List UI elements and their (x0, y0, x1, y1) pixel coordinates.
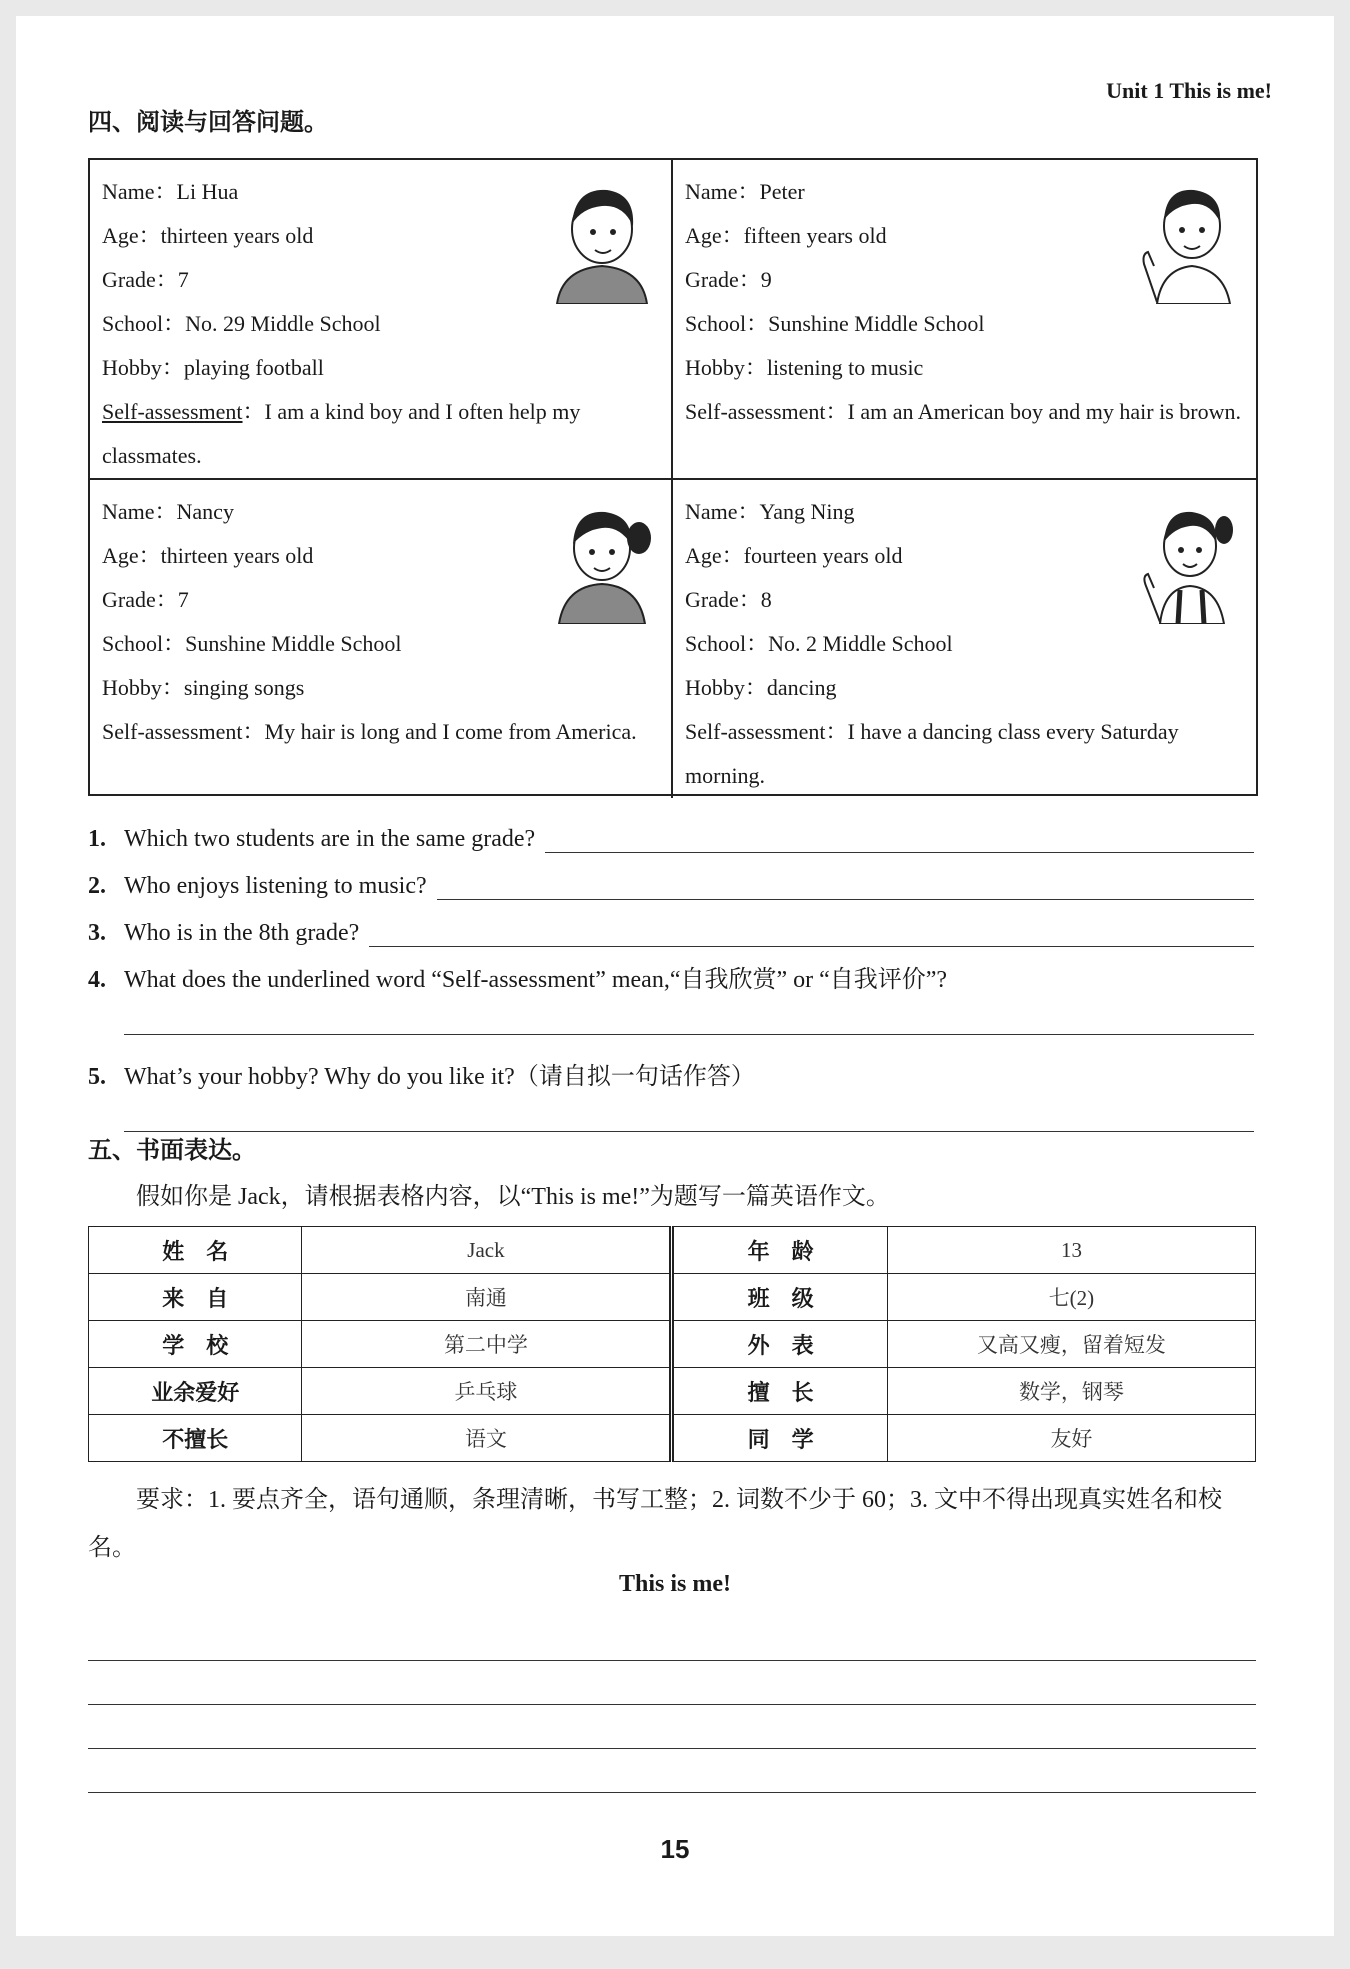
question-1: 1. Which two students are in the same grade? (88, 806, 1254, 853)
table-row: 学 校 第二中学 外 表 又高又瘦，留着短发 (89, 1321, 1256, 1368)
profile-age: Age：thirteen years old (102, 543, 314, 568)
writing-prompt: 假如你是 Jack，请根据表格内容，以“This is me!”为题写一篇英语作文。 (136, 1184, 890, 1210)
profile-hobby: Hobby：listening to music (685, 355, 924, 380)
question-text: Who is in the 8th grade? (124, 920, 360, 946)
page-number: 15 (660, 1834, 690, 1864)
profile-self-assessment: Self-assessment：I am an American boy and my hair is brown. (685, 399, 1241, 424)
workbook-page (16, 16, 1334, 1936)
unit-header: Unit 1 This is me! (1106, 78, 1272, 103)
profile-school: School：No. 2 Middle School (685, 631, 953, 656)
writing-line[interactable] (88, 1748, 1256, 1749)
profile-card (673, 480, 1256, 798)
table-row: 不擅长 语文 同 学 友好 (89, 1415, 1256, 1462)
table-row: 姓 名 Jack 年 龄 13 (89, 1227, 1256, 1274)
question-text: Which two students are in the same grade? (124, 826, 536, 852)
profile-grade: Grade：7 (102, 267, 189, 292)
question-text: What does the underlined word “Self-assessment” mean,“自我欣赏” or “自我评价”? (124, 967, 948, 993)
writing-line[interactable] (88, 1792, 1256, 1793)
profile-age: Age：fourteen years old (685, 543, 903, 568)
profile-hobby: Hobby：singing songs (102, 675, 305, 700)
profile-name: Name：Yang Ning (685, 499, 855, 524)
question-4: 4. What does the underlined word “Self-assessment” mean,“自我欣赏” or “自我评价”? (88, 947, 1254, 994)
answer-line[interactable] (124, 994, 1254, 1035)
writing-line[interactable] (88, 1660, 1256, 1661)
profile-card (90, 160, 673, 480)
requirements-text: 要求：1. 要点齐全，语句通顺，条理清晰，书写工整；2. 词数不少于 60；3. 文中不得出现真实姓名和校名。 (88, 1487, 1222, 1561)
profile-name: Name：Peter (685, 179, 805, 204)
boy-avatar-icon (547, 174, 657, 304)
question-5: 5. What’s your hobby? Why do you like it?（请自拟一句话作答） (88, 1035, 1254, 1091)
profile-card (673, 160, 1256, 480)
girl-avatar-icon (547, 494, 657, 624)
profile-school: School：No. 29 Middle School (102, 311, 381, 336)
section-5-heading: 五、书面表达。 (88, 1136, 256, 1164)
question-list (88, 806, 1254, 1132)
answer-line[interactable] (545, 826, 1254, 853)
info-table (88, 1226, 1256, 1462)
profile-hobby: Hobby：dancing (685, 675, 837, 700)
profile-card (90, 480, 673, 798)
profile-grade: Grade：9 (685, 267, 772, 292)
profile-name: Name：Li Hua (102, 179, 239, 204)
profile-grade: Grade：8 (685, 587, 772, 612)
answer-line[interactable] (369, 920, 1254, 947)
profile-table (88, 158, 1258, 796)
answer-line[interactable] (437, 873, 1254, 900)
essay-title: This is me! (618, 1571, 731, 1597)
profile-self-assessment: Self-assessment：I am a kind boy and I often help my classmates. (102, 399, 581, 468)
question-text: What’s your hobby? Why do you like it?（请自拟一句话作答） (124, 1064, 755, 1090)
question-2: 2. Who enjoys listening to music? (88, 853, 1254, 900)
profile-self-assessment: Self-assessment：My hair is long and I come from America. (102, 719, 637, 744)
profile-grade: Grade：7 (102, 587, 189, 612)
profile-name: Name：Nancy (102, 499, 234, 524)
profile-age: Age：thirteen years old (102, 223, 314, 248)
answer-line[interactable] (124, 1091, 1254, 1132)
girl-waving-avatar-icon (1132, 494, 1242, 624)
section-4-heading: 四、阅读与回答问题。 (88, 108, 328, 136)
profile-hobby: Hobby：playing football (102, 355, 324, 380)
profile-school: School：Sunshine Middle School (685, 311, 985, 336)
profile-self-assessment: Self-assessment：I have a dancing class every Saturday morning. (685, 719, 1179, 788)
profile-school: School：Sunshine Middle School (102, 631, 402, 656)
question-text: Who enjoys listening to music? (124, 873, 427, 899)
writing-line[interactable] (88, 1704, 1256, 1705)
underlined-word: Self-assessment (102, 399, 243, 424)
profile-age: Age：fifteen years old (685, 223, 887, 248)
table-row: 来 自 南通 班 级 七(2) (89, 1274, 1256, 1321)
table-row: 业余爱好 乒乓球 擅 长 数学，钢琴 (89, 1368, 1256, 1415)
boy-thumbs-up-avatar-icon (1132, 174, 1242, 304)
question-3: 3. Who is in the 8th grade? (88, 900, 1254, 947)
